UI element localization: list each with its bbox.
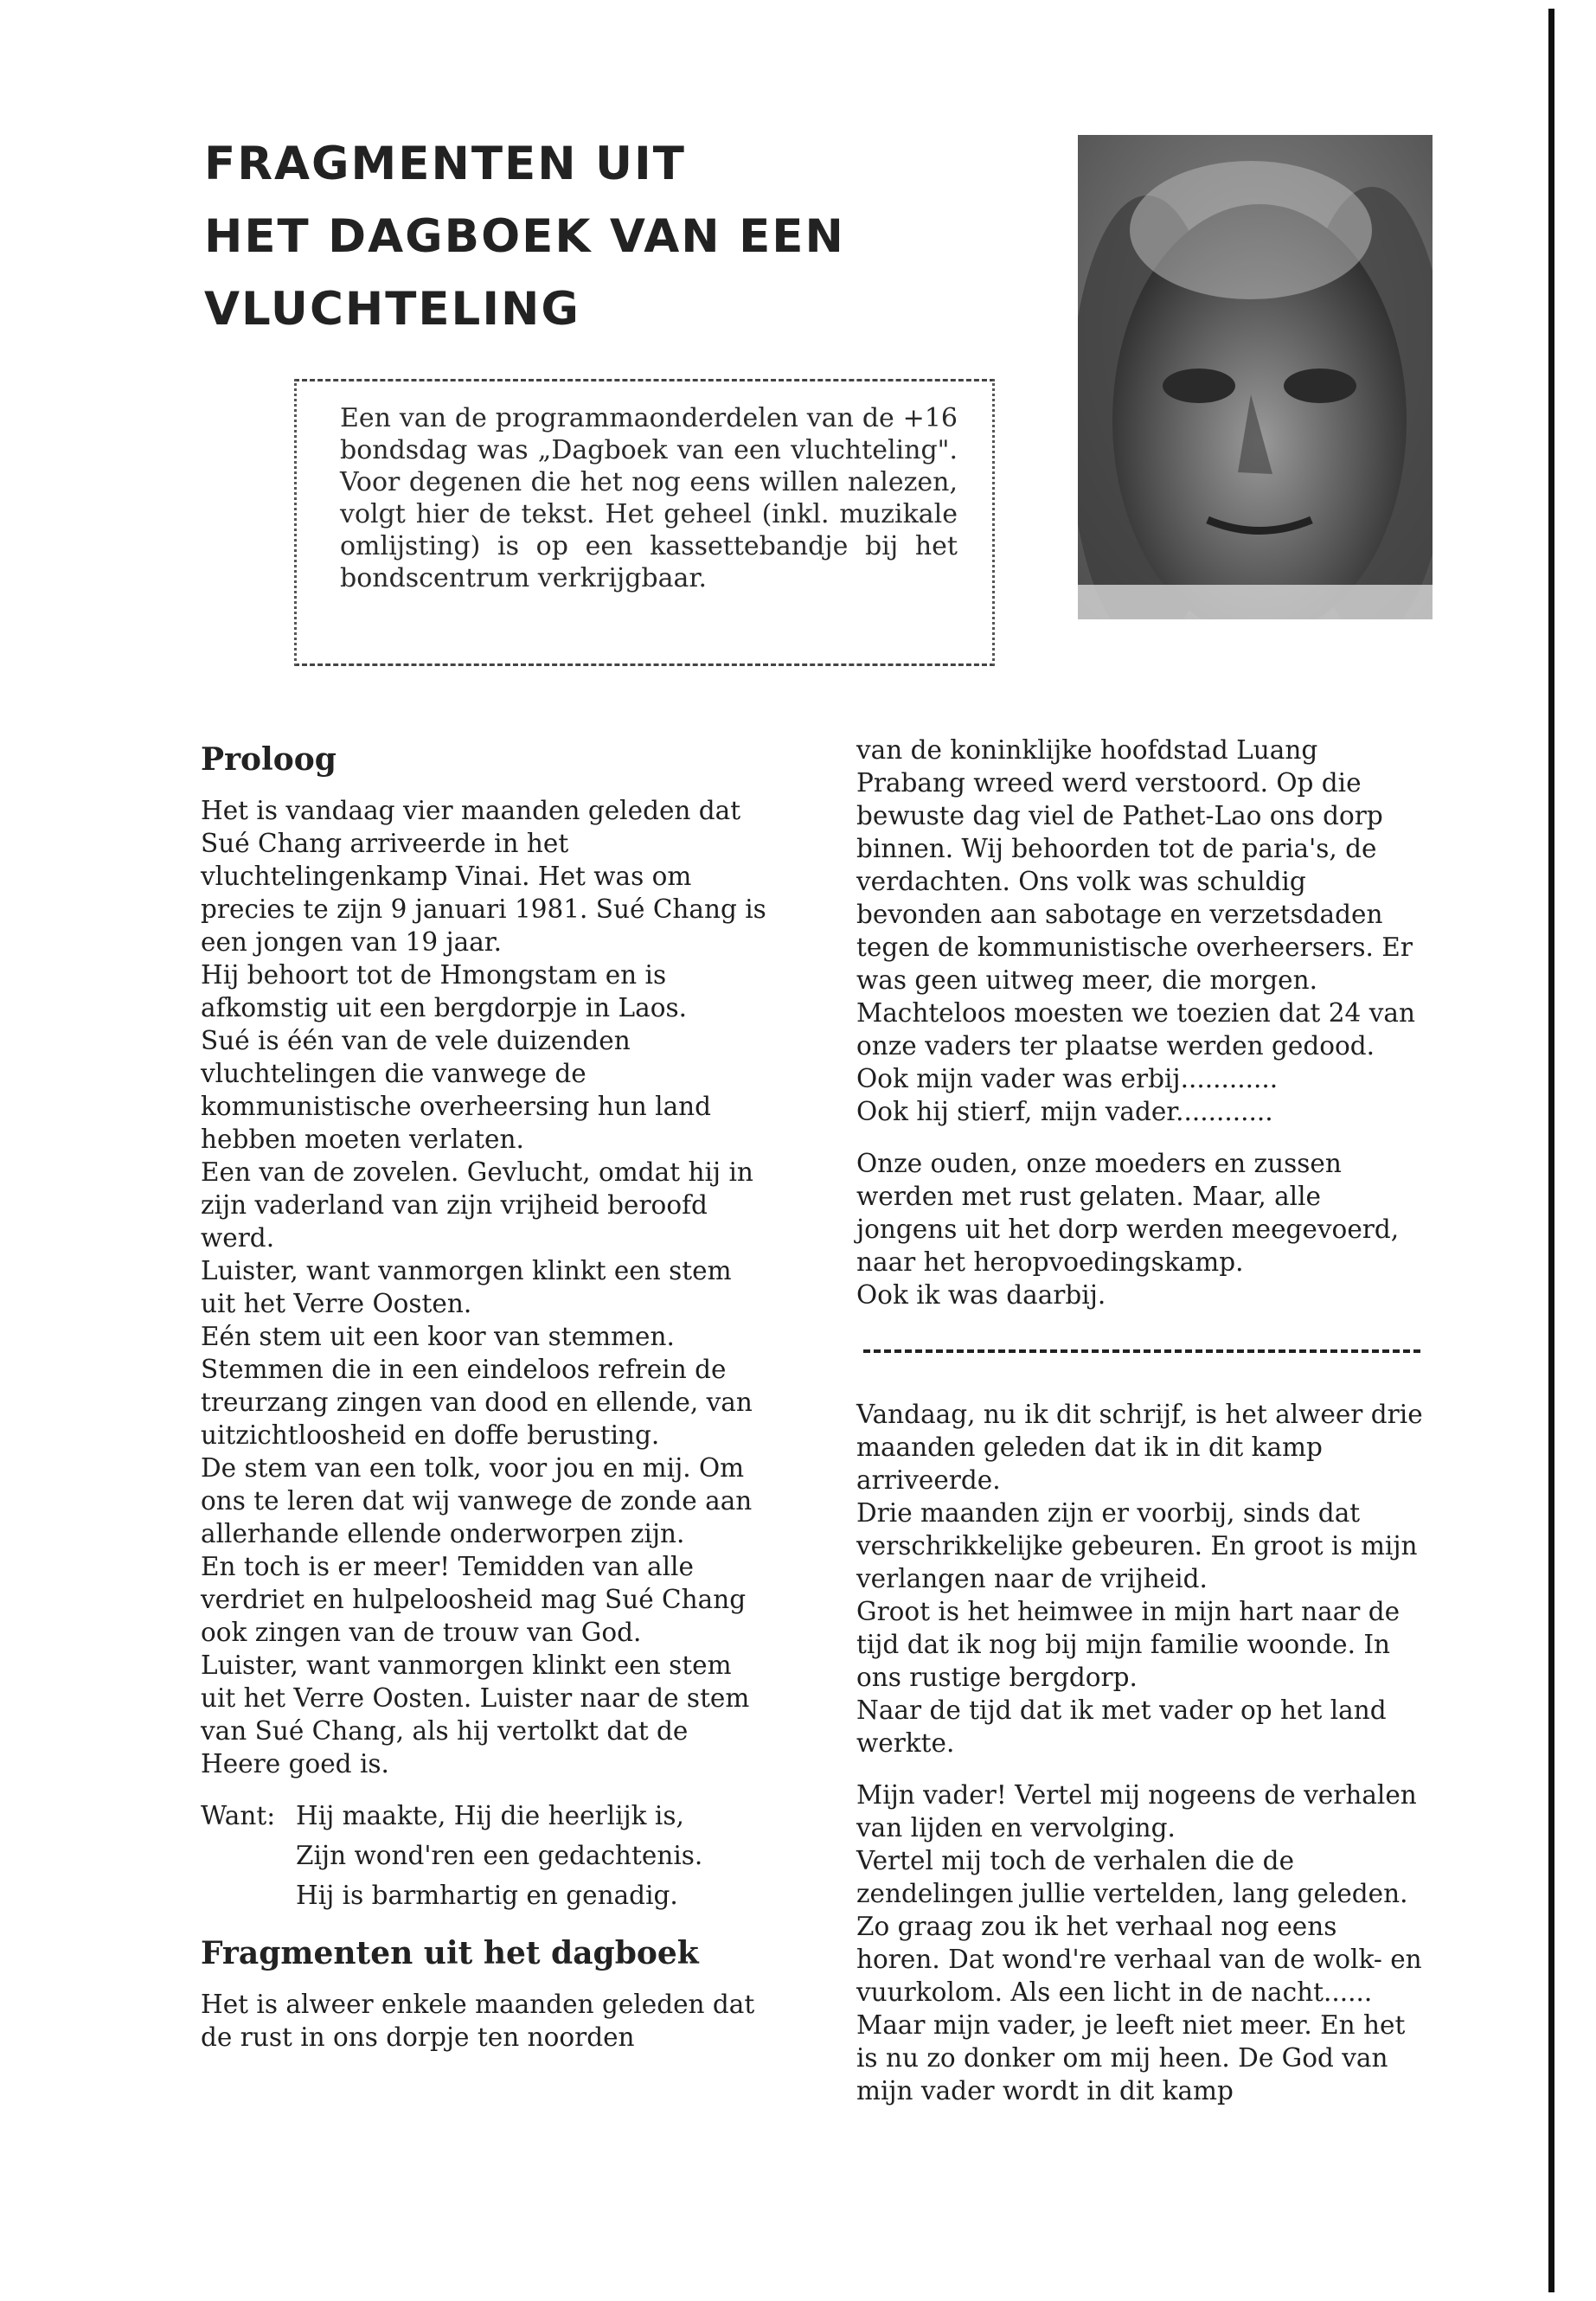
- prologue-paragraph: En toch is er meer! Temidden van alle verdriet en hulpeloosheid mag Sué Chang ook zingen van de trouw van God.: [201, 1552, 747, 1647]
- poem-line: Hij maakte, Hij die heerlijk is,: [296, 1801, 684, 1830]
- prologue-paragraph: Luister, want vanmorgen klinkt een stem uit het Verre Oosten.: [201, 1256, 732, 1318]
- right-column: [856, 734, 1427, 2107]
- prologue-paragraph: Sué is één van de vele duizenden vluchtelingen die vanwege de kommunistische overheersing hun land hebben moeten verlaten.: [201, 1026, 712, 1154]
- section-divider: [863, 1349, 1420, 1353]
- prologue-paragraph: Het is vandaag vier maanden geleden dat Sué Chang arriveerde in het vluchtelingenkamp Vinai. Het was om precies te zijn 9 januari 1981. Sué Chang is een jongen van 19 jaar.: [201, 796, 766, 957]
- diary-paragraph: Onze ouden, onze moeders en zussen werden met rust gelaten. Maar, alle jongens uit het dorp werden meegevoerd, naar het heropvoedingskamp.: [856, 1149, 1400, 1277]
- portrait-image: [1078, 135, 1433, 619]
- prologue-paragraph: De stem van een tolk, voor jou en mij. Om ons te leren dat wij vanwege de zonde aan allerhande ellende onderworpen zijn.: [201, 1453, 753, 1548]
- left-column: [201, 740, 772, 2054]
- diary-paragraph: Vertel mij toch de verhalen die de zendelingen jullie vertelden, lang geleden. Zo graag zou ik het verhaal nog eens horen. Dat wond're verhaal van de wolk- en vuurkolom. Als een licht in de nacht......: [856, 1846, 1422, 2007]
- psalm-quote: [201, 1796, 772, 1915]
- diary-paragraph: van de koninklijke hoofdstad Luang Prabang wreed werd verstoord. Op die bewuste dag viel de Pathet-Lao ons dorp binnen. Wij behoorden tot de paria's, de verdachten. Ons volk was schuldig bevonden aan sabotage en verzetsdaden tegen de kommunistische overheersers. Er was geen uitweg meer, die morgen. Machteloos moesten we toezien dat 24 van onze vaders ter plaatse werden gedood. Ook mijn vader was erbij............: [856, 735, 1415, 1093]
- title-line-1: FRAGMENTEN UIT: [204, 138, 686, 190]
- fragments-heading: Fragmenten uit het dagboek: [201, 1935, 699, 1971]
- title-line-3: VLUCHTELING: [204, 283, 580, 336]
- intro-text: Een van de programmaonderdelen van de +16 bondsdag was „Dagboek van een vluchteling". Voor degenen die het nog eens willen nalezen, volgt hier de tekst. Het geheel (inkl. muzikale omlijsting) is op een kassettebandje bij het bondscentrum verkrijgbaar.: [340, 403, 958, 593]
- diary-paragraph: Naar de tijd dat ik met vader op het land werkte.: [856, 1695, 1387, 1758]
- prologue-paragraph: Eén stem uit een koor van stemmen. Stemmen die in een eindeloos refrein de treurzang zingen van dood en ellende, van uitzichtloosheid en doffe berusting.: [201, 1322, 753, 1450]
- prologue-paragraph: Een van de zovelen. Gevlucht, omdat hij in zijn vaderland van zijn vrijheid beroofd werd.: [201, 1157, 753, 1253]
- prologue-paragraph: Luister, want vanmorgen klinkt een stem uit het Verre Oosten. Luister naar de stem van Sué Chang, als hij vertolkt dat de Heere goed is.: [201, 1650, 750, 1779]
- diary-paragraph-end: Ook ik was daarbij.: [856, 1280, 1106, 1310]
- prologue-heading: Proloog: [201, 741, 337, 778]
- page-edge-rule: [1548, 9, 1554, 2292]
- poem-line: Hij is barmhartig en genadig.: [296, 1881, 678, 1910]
- prologue-paragraph: Hij behoort tot de Hmongstam en is afkomstig uit een bergdorpje in Laos.: [201, 960, 687, 1022]
- fragments-paragraph: Het is alweer enkele maanden geleden dat de rust in ons dorpje ten noorden: [201, 1990, 755, 2052]
- diary-paragraph: Groot is het heimwee in mijn hart naar de tijd dat ik nog bij mijn familie woonde. In ons rustige bergdorp.: [856, 1597, 1401, 1692]
- article-title: [204, 128, 983, 346]
- diary-paragraph: Maar mijn vader, je leeft niet meer. En het is nu zo donker om mij heen. De God van mijn vader wordt in dit kamp: [856, 2010, 1406, 2106]
- portrait-photo: [1078, 135, 1433, 619]
- diary-paragraph-end: Ook hij stierf, mijn vader............: [856, 1097, 1273, 1126]
- diary-paragraph: Mijn vader! Vertel mij nogeens de verhalen van lijden en vervolging.: [856, 1780, 1417, 1843]
- diary-paragraph: Vandaag, nu ik dit schrijf, is het alweer drie maanden geleden dat ik in dit kamp arriveerde.: [856, 1400, 1423, 1495]
- poem-label: Want:: [201, 1801, 276, 1830]
- diary-paragraph: Drie maanden zijn er voorbij, sinds dat verschrikkelijke gebeuren. En groot is mijn verlangen naar de vrijheid.: [856, 1498, 1418, 1593]
- intro-box: [294, 379, 995, 666]
- poem-line: Zijn wond'ren een gedachtenis.: [296, 1841, 703, 1870]
- title-line-2: HET DAGBOEK VAN EEN: [204, 210, 845, 263]
